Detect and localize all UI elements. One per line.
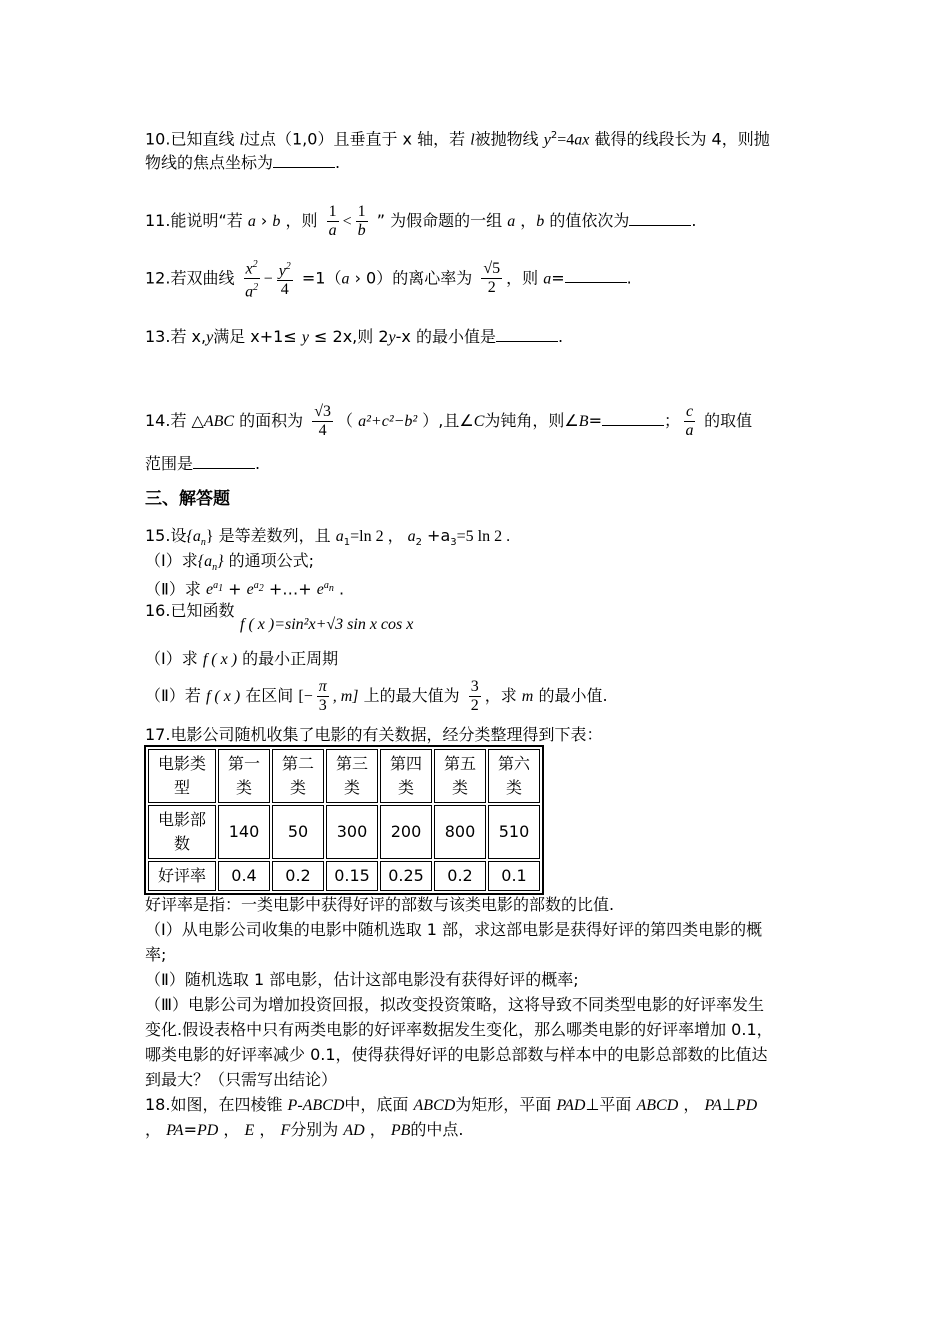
question-17-part-3: （Ⅲ）电影公司为增加投资回报，拟改变投资策略，这将导致不同类型电影的好评率发生 bbox=[145, 995, 765, 1014]
table-cell: 第三类 bbox=[326, 749, 378, 803]
question-11: 11.能说明“若 a › b ，则 $\frac{1}{a}$ < $\frac{1}{b}$ ” 为假命题的一组 a ，b 的值依次为 . bbox=[145, 203, 697, 239]
question-10-line-2: 物线的焦点坐标为 . bbox=[145, 153, 341, 172]
question-17-definition: 好评率是指：一类电影中获得好评的部数与该类电影的部数的比值. bbox=[145, 895, 615, 914]
table-cell: 电影部数 bbox=[148, 805, 216, 859]
table-cell: 50 bbox=[272, 805, 324, 859]
table-row bbox=[148, 861, 540, 891]
table-header-row bbox=[148, 749, 540, 803]
fraction: $\frac{x^2}{a^2}$ bbox=[244, 256, 260, 302]
table-cell: 第二类 bbox=[272, 749, 324, 803]
function-expression: f ( x )=sin²x+√3 sin x cos x bbox=[240, 616, 414, 633]
answer-blank bbox=[565, 268, 627, 283]
fraction: $\frac{c}{a}$ bbox=[685, 403, 694, 439]
table-cell: 140 bbox=[218, 805, 270, 859]
table-cell: 第五类 bbox=[434, 749, 486, 803]
table-cell: 510 bbox=[488, 805, 540, 859]
table-cell: 第六类 bbox=[488, 749, 540, 803]
answer-blank bbox=[602, 411, 664, 426]
question-17-part-3-line-2: 变化.假设表格中只有两类电影的好评率数据发生变化，那么哪类电影的好评率增加 0.1， bbox=[145, 1020, 773, 1039]
question-16-part-1: （Ⅰ）求 f ( x ) 的最小正周期 bbox=[145, 649, 339, 668]
fraction: $\frac{y^2}{4}$ bbox=[277, 258, 293, 299]
question-12: 12.若双曲线 $\frac{x^2}{a^2}$ − $\frac{y^2}{4}$ =1（a › 0）的离心率为 $\frac{√5}{2}$ ，则 a= . bbox=[145, 256, 632, 302]
table-row bbox=[148, 805, 540, 859]
table-cell: 电影类型 bbox=[148, 749, 216, 803]
question-17-part-1-cont: 率; bbox=[145, 945, 167, 964]
question-10-line-1: 10.已知直线 l过点（1,0）且垂直于 x 轴，若 l被抛物线 $y^2=4ax$ 截得的线段长为 4，则抛 bbox=[145, 129, 770, 149]
fraction: $\frac{3}{2}$ bbox=[470, 678, 479, 714]
answer-blank bbox=[629, 211, 691, 226]
question-17-part-2: （Ⅱ）随机选取 1 部电影，估计这部电影没有获得好评的概率; bbox=[145, 970, 579, 989]
fraction: $\frac{√5}{2}$ bbox=[483, 260, 501, 297]
answer-blank bbox=[273, 153, 335, 168]
table-cell: 0.15 bbox=[326, 861, 378, 891]
question-18-line-1: 18.如图，在四棱锥 P-ABCD中，底面 ABCD为矩形，平面 PAD⊥平面 ABCD ， PA⊥PD bbox=[145, 1095, 758, 1114]
table-cell: 200 bbox=[380, 805, 432, 859]
question-18-line-2: ， PA=PD ， E ， F分别为 AD ， PB的中点. bbox=[145, 1120, 464, 1139]
question-17-part-1: （Ⅰ）从电影公司收集的电影中随机选取 1 部，求这部电影是获得好评的第四类电影的概 bbox=[145, 920, 763, 939]
table-cell: 800 bbox=[434, 805, 486, 859]
section-heading: 三、解答题 bbox=[145, 489, 230, 509]
question-17-part-3-line-4: 到最大？（只需写出结论） bbox=[145, 1070, 338, 1089]
answer-blank bbox=[193, 454, 255, 469]
question-15-part-1: （Ⅰ）求$\{a_n\}$ 的通项公式; bbox=[145, 551, 315, 574]
movie-data-table bbox=[144, 745, 544, 895]
table-cell: 0.25 bbox=[380, 861, 432, 891]
question-16-part-2: （Ⅱ）若 f ( x ) 在区间 [− $\frac{\pi}{3}$ , m] 上的最大值为 $\frac{3}{2}$ ，求 m 的最小值. bbox=[145, 678, 608, 714]
fraction: $\frac{1}{b}$ bbox=[357, 203, 366, 239]
answer-blank bbox=[496, 327, 558, 342]
question-16-intro: 16.已知函数 bbox=[145, 601, 235, 620]
table-cell: 0.4 bbox=[218, 861, 270, 891]
table-cell: 300 bbox=[326, 805, 378, 859]
question-15: 15.设$\{a_n\}$ 是等差数列，且 $a_1=\ln$ 2 ， $a_2 +a_3=5$ ln 2 . bbox=[145, 526, 511, 549]
table-cell: 第四类 bbox=[380, 749, 432, 803]
table-cell: 0.2 bbox=[434, 861, 486, 891]
fraction: $\frac{√3}{4}$ bbox=[314, 403, 332, 439]
fraction: $\frac{\pi}{3}$ bbox=[318, 678, 327, 714]
question-14-line-2: 范围是 . bbox=[145, 454, 261, 473]
table-cell: 第一类 bbox=[218, 749, 270, 803]
fraction: $\frac{1}{a}$ bbox=[328, 203, 337, 239]
table-cell: 0.1 bbox=[488, 861, 540, 891]
question-13: 13.若 x,y满足 x+1≤ y ≤ 2x,则 2y-x 的最小值是 . bbox=[145, 327, 564, 346]
table-cell: 好评率 bbox=[148, 861, 216, 891]
question-17-part-3-line-3: 哪类电影的好评率减少 0.1，使得获得好评的电影总部数与样本中的电影总部数的比值达 bbox=[145, 1045, 768, 1064]
table-cell: 0.2 bbox=[272, 861, 324, 891]
question-14-line-1: 14.若 △ABC 的面积为 $\frac{√3}{4}$ （ a²+c²−b² ）,且∠C为钝角，则∠B= ； $\frac{c}{a}$ 的取值 bbox=[145, 403, 753, 439]
question-15-part-2: （Ⅱ）求 $e^{a_1} + e^{a_2}$ +…+ $e^{a_n}$ . bbox=[145, 579, 345, 599]
question-17-intro: 17.电影公司随机收集了电影的有关数据，经分类整理得到下表： bbox=[145, 725, 603, 744]
